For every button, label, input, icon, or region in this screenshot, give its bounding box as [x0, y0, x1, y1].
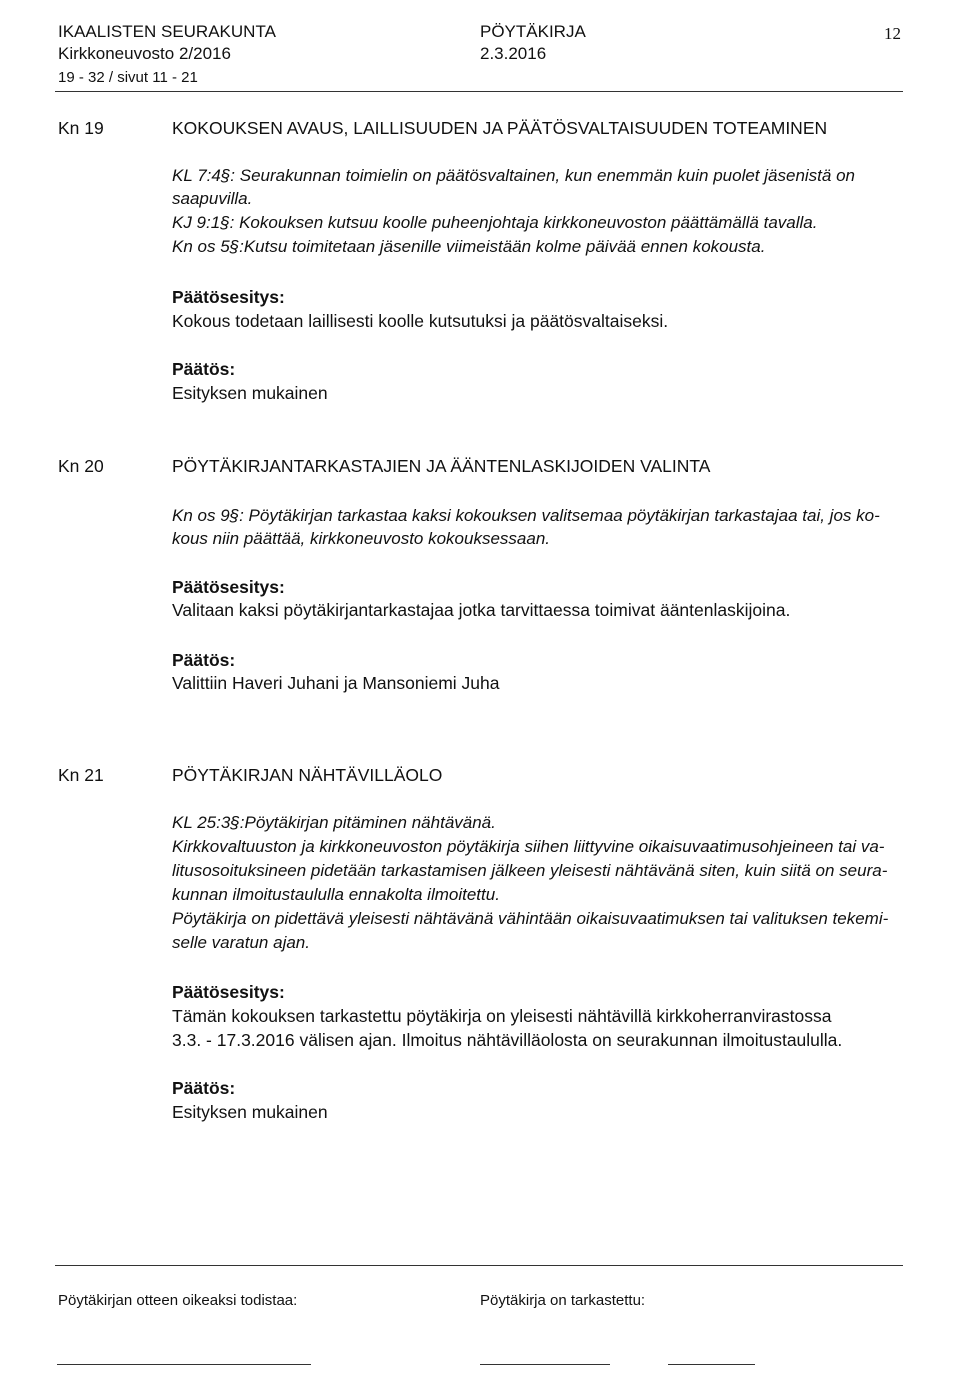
- inspected-label: Pöytäkirja on tarkastettu:: [480, 1292, 646, 1309]
- legal-reference-line: kous niin päättää, kirkkoneuvosto kokouksessaan.: [172, 529, 551, 548]
- legal-reference-line: Kn os 5§:Kutsu toimitetaan jäsenille viimeistään kolme päivää ennen kokousta.: [172, 237, 766, 256]
- signature-line: [57, 1364, 311, 1365]
- decision-text: Esityksen mukainen: [172, 1102, 328, 1122]
- legal-reference-line: Pöytäkirja on pidettävä yleisesti nähtävänä vähintään oikaisuvaatimuksen tai valituksen tekemi-: [172, 909, 889, 928]
- legal-reference-line: litusosoituksineen pidetään tarkastamisen jälkeen yleisesti nähtävänä siten, kuin siitä on seura-: [172, 861, 888, 880]
- header-divider: [55, 91, 903, 92]
- legal-reference-line: Kirkkovaltuuston ja kirkkoneuvoston pöytäkirja siihen liittyvine oikaisuvaatimusohjeineen tai va-: [172, 837, 885, 856]
- decision-label: Päätös:: [172, 650, 236, 670]
- section-title: KOKOUKSEN AVAUS, LAILLISUUDEN JA PÄÄTÖSVALTAISUUDEN TOTEAMINEN: [172, 118, 828, 138]
- section-number: Kn 20: [58, 456, 104, 476]
- footer-divider: [55, 1265, 903, 1266]
- document-type: PÖYTÄKIRJA: [480, 22, 586, 41]
- section-title: PÖYTÄKIRJAN NÄHTÄVILLÄOLO: [172, 765, 443, 785]
- section-number: Kn 21: [58, 765, 104, 785]
- certifier-label: Pöytäkirjan otteen oikeaksi todistaa:: [58, 1292, 298, 1309]
- legal-reference-line: KJ 9:1§: Kokouksen kutsuu koolle puheenjohtaja kirkkoneuvoston päättämällä tavalla.: [172, 213, 818, 232]
- decision-text: Esityksen mukainen: [172, 383, 328, 403]
- signature-line: [480, 1364, 610, 1365]
- legal-reference-line: selle varatun ajan.: [172, 933, 310, 952]
- legal-reference-line: KL 25:3§:Pöytäkirjan pitäminen nähtävänä.: [172, 813, 496, 832]
- proposal-text: Tämän kokouksen tarkastettu pöytäkirja on yleisesti nähtävillä kirkkoherranvirastossa: [172, 1006, 832, 1026]
- decision-label: Päätös:: [172, 1078, 236, 1098]
- proposal-text: Valitaan kaksi pöytäkirjantarkastajaa jotka tarvittaessa toimivat ääntenlaskijoina.: [172, 600, 791, 620]
- decision-label: Päätös:: [172, 359, 236, 379]
- proposal-label: Päätösesitys:: [172, 287, 285, 307]
- organization-name: IKAALISTEN SEURAKUNTA: [58, 22, 276, 41]
- proposal-text: 3.3. - 17.3.2016 välisen ajan. Ilmoitus nähtävilläolosta on seurakunnan ilmoitustaululla.: [172, 1030, 843, 1050]
- legal-reference-line: kunnan ilmoitustaululla ennakolta ilmoitettu.: [172, 885, 500, 904]
- proposal-label: Päätösesitys:: [172, 577, 285, 597]
- decision-text: Valittiin Haveri Juhani ja Mansoniemi Juha: [172, 673, 500, 693]
- signature-line: [668, 1364, 755, 1365]
- meeting-name: Kirkkoneuvosto 2/2016: [58, 44, 231, 63]
- legal-reference-line: Kn os 9§: Pöytäkirjan tarkastaa kaksi kokouksen valitsemaa pöytäkirjan tarkastajaa tai, jos ko-: [172, 506, 880, 525]
- page-number: 12: [884, 24, 901, 43]
- section-number: Kn 19: [58, 118, 104, 138]
- legal-reference-line: KL 7:4§: Seurakunnan toimielin on päätösvaltainen, kun enemmän kuin puolet jäsenistä on: [172, 166, 855, 185]
- proposal-text: Kokous todetaan laillisesti koolle kutsutuksi ja päätösvaltaiseksi.: [172, 311, 669, 331]
- section-range: 19 - 32 / sivut 11 - 21: [58, 69, 198, 86]
- section-title: PÖYTÄKIRJANTARKASTAJIEN JA ÄÄNTENLASKIJOIDEN VALINTA: [172, 456, 711, 476]
- legal-reference-line: saapuvilla.: [172, 189, 253, 208]
- meeting-date: 2.3.2016: [480, 44, 547, 63]
- proposal-label: Päätösesitys:: [172, 982, 285, 1002]
